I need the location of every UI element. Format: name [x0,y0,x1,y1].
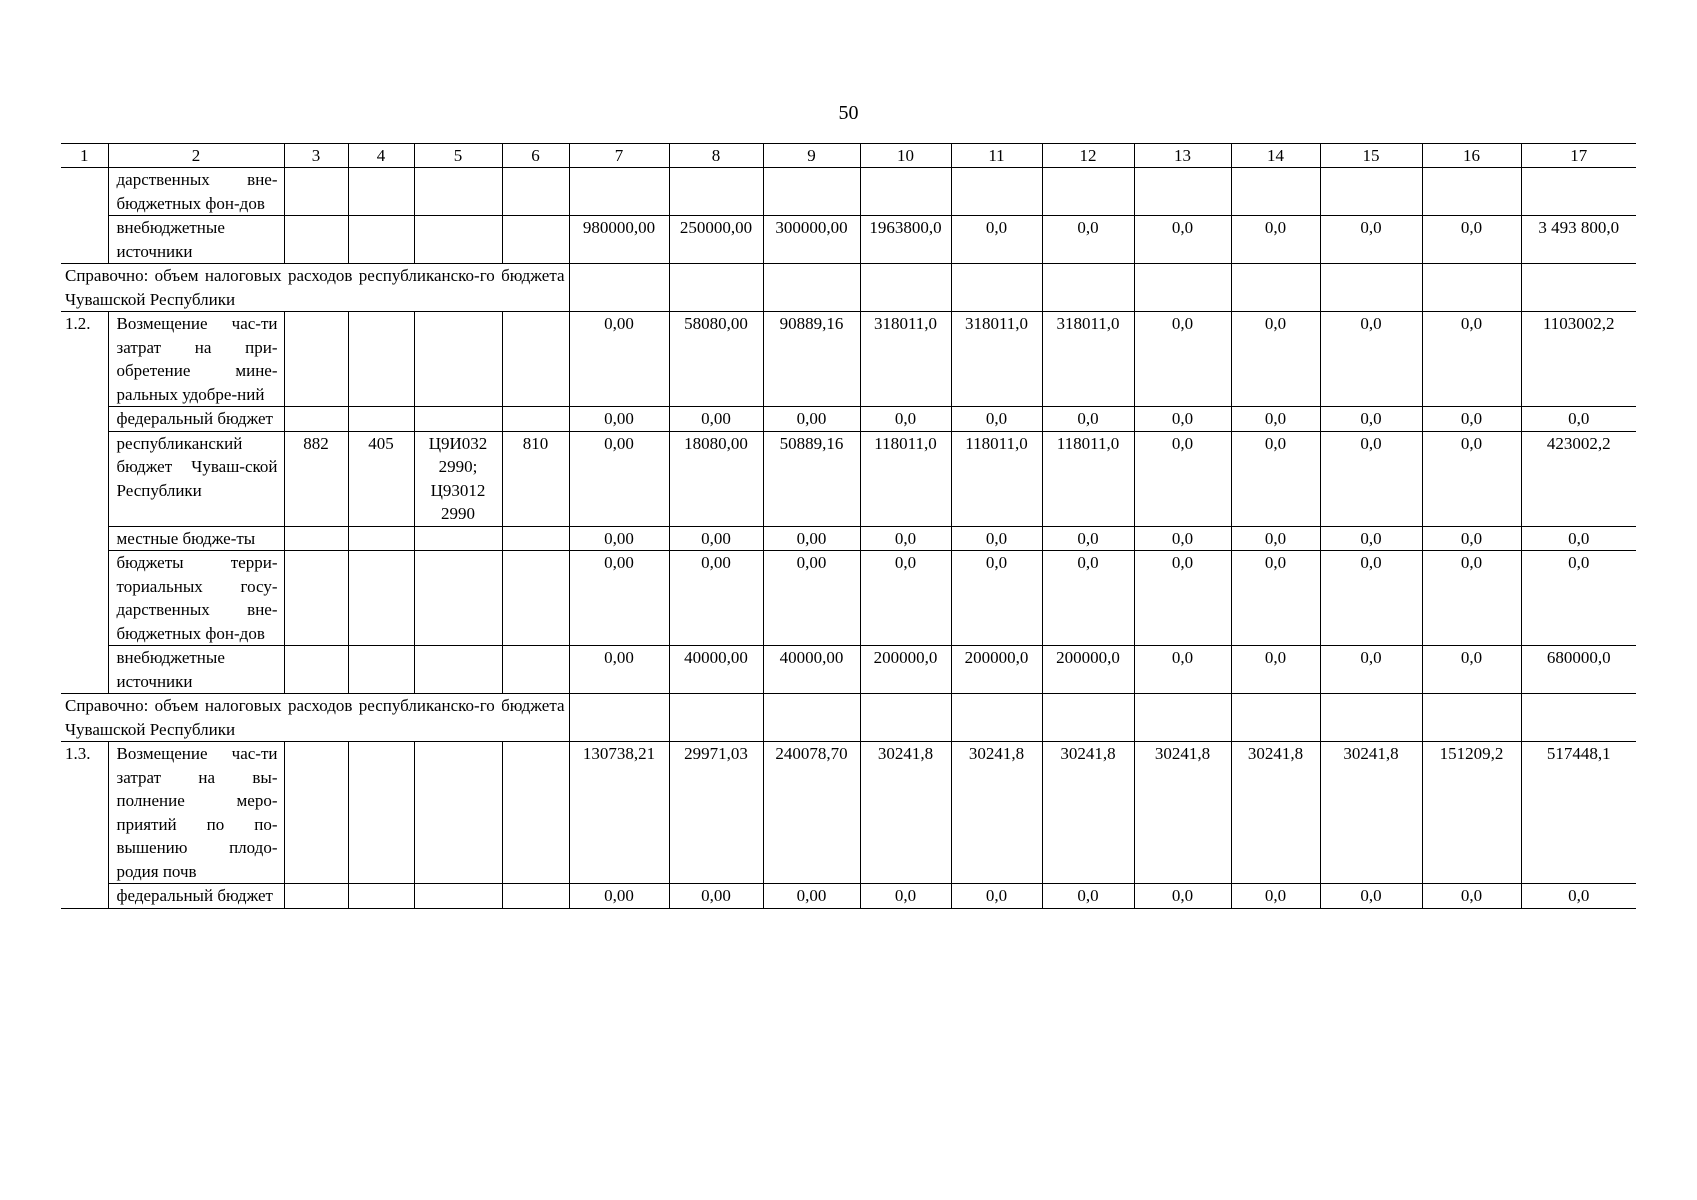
reference-row [61,694,1636,742]
row-description: внебюджетные источники [108,216,284,264]
cell-col-11: 200000,0 [951,646,1042,694]
cell-col-3 [284,526,348,551]
cell-col-15: 0,0 [1320,526,1422,551]
cell-col-14: 0,0 [1231,312,1320,407]
header-cell-1: 1 [61,144,108,168]
cell-col-16 [1422,264,1521,312]
budget-table [61,143,1636,909]
cell-col-15 [1320,264,1422,312]
header-cell-3: 3 [284,144,348,168]
cell-col-12 [1042,168,1134,216]
row-description: бюджеты терри-ториальных госу-дарственных вне-бюджетных фон-дов [108,551,284,646]
header-cell-15: 15 [1320,144,1422,168]
cell-col-12 [1042,264,1134,312]
cell-col-10: 118011,0 [860,431,951,526]
cell-col-4 [348,312,414,407]
cell-col-11 [951,694,1042,742]
cell-col-8: 29971,03 [669,742,763,884]
cell-col-4 [348,407,414,432]
cell-col-5: Ц9И032 2990; Ц93012 2990 [414,431,502,526]
cell-col-11: 118011,0 [951,431,1042,526]
cell-col-16: 0,0 [1422,312,1521,407]
cell-col-9 [763,694,860,742]
cell-col-3: 882 [284,431,348,526]
cell-col-7: 130738,21 [569,742,669,884]
cell-col-16: 0,0 [1422,216,1521,264]
cell-col-7: 0,00 [569,312,669,407]
cell-col-10: 0,0 [860,407,951,432]
cell-col-10 [860,168,951,216]
cell-col-10: 0,0 [860,551,951,646]
cell-col-6 [502,168,569,216]
cell-col-4: 405 [348,431,414,526]
cell-col-12: 318011,0 [1042,312,1134,407]
table-row [61,431,1636,526]
cell-col-7: 980000,00 [569,216,669,264]
cell-col-11: 0,0 [951,216,1042,264]
cell-col-6 [502,526,569,551]
cell-col-3 [284,884,348,909]
cell-col-17 [1521,264,1636,312]
cell-col-17 [1521,694,1636,742]
cell-col-8: 0,00 [669,884,763,909]
cell-col-12: 118011,0 [1042,431,1134,526]
header-cell-16: 16 [1422,144,1521,168]
cell-col-14 [1231,694,1320,742]
cell-col-14: 0,0 [1231,431,1320,526]
table-row [61,646,1636,694]
cell-col-15: 0,0 [1320,431,1422,526]
cell-col-5 [414,646,502,694]
cell-col-14: 0,0 [1231,884,1320,909]
cell-col-8: 58080,00 [669,312,763,407]
header-cell-9: 9 [763,144,860,168]
cell-col-15: 0,0 [1320,407,1422,432]
header-cell-5: 5 [414,144,502,168]
cell-col-16: 0,0 [1422,526,1521,551]
cell-col-7: 0,00 [569,431,669,526]
table-row [61,168,1636,216]
cell-col-9: 0,00 [763,526,860,551]
cell-col-7 [569,694,669,742]
cell-col-10: 1963800,0 [860,216,951,264]
header-cell-13: 13 [1134,144,1231,168]
row-description: внебюджетные источники [108,646,284,694]
cell-col-12: 0,0 [1042,526,1134,551]
cell-col-15: 0,0 [1320,884,1422,909]
cell-col-9: 0,00 [763,884,860,909]
cell-col-7 [569,168,669,216]
cell-col-17: 1103002,2 [1521,312,1636,407]
cell-col-6 [502,312,569,407]
header-cell-10: 10 [860,144,951,168]
header-cell-11: 11 [951,144,1042,168]
cell-col-14: 0,0 [1231,407,1320,432]
cell-col-17: 0,0 [1521,407,1636,432]
cell-col-11: 0,0 [951,551,1042,646]
cell-col-5 [414,526,502,551]
cell-col-16: 151209,2 [1422,742,1521,884]
cell-col-17: 3 493 800,0 [1521,216,1636,264]
row-description: федеральный бюджет [108,884,284,909]
cell-col-12: 30241,8 [1042,742,1134,884]
cell-col-14 [1231,264,1320,312]
cell-col-4 [348,646,414,694]
cell-col-11: 318011,0 [951,312,1042,407]
cell-col-4 [348,884,414,909]
cell-col-3 [284,646,348,694]
cell-col-15: 0,0 [1320,646,1422,694]
cell-col-13: 0,0 [1134,407,1231,432]
cell-col-14 [1231,168,1320,216]
table-row [61,884,1636,909]
cell-col-9: 90889,16 [763,312,860,407]
cell-col-13 [1134,168,1231,216]
cell-col-10: 0,0 [860,884,951,909]
row-description: дарственных вне-бюджетных фон-дов [108,168,284,216]
cell-col-17: 517448,1 [1521,742,1636,884]
cell-col-11: 0,0 [951,407,1042,432]
header-cell-17: 17 [1521,144,1636,168]
cell-col-15 [1320,168,1422,216]
reference-row [61,264,1636,312]
row-description: федеральный бюджет [108,407,284,432]
cell-col-15: 0,0 [1320,216,1422,264]
cell-col-14: 0,0 [1231,646,1320,694]
cell-col-12: 0,0 [1042,551,1134,646]
cell-col-10: 30241,8 [860,742,951,884]
cell-col-11 [951,168,1042,216]
cell-col-14: 0,0 [1231,551,1320,646]
cell-col-4 [348,526,414,551]
cell-col-9: 50889,16 [763,431,860,526]
cell-col-15: 0,0 [1320,312,1422,407]
row-number: 1.2. [61,312,108,694]
cell-col-16: 0,0 [1422,431,1521,526]
cell-col-11: 30241,8 [951,742,1042,884]
cell-col-6 [502,407,569,432]
cell-col-10: 0,0 [860,526,951,551]
cell-col-12: 0,0 [1042,407,1134,432]
header-cell-2: 2 [108,144,284,168]
cell-col-17: 0,0 [1521,526,1636,551]
cell-col-7: 0,00 [569,646,669,694]
cell-col-13: 30241,8 [1134,742,1231,884]
row-number: 1.3. [61,742,108,909]
cell-col-12: 0,0 [1042,216,1134,264]
cell-col-17: 0,0 [1521,551,1636,646]
cell-col-4 [348,168,414,216]
cell-col-13: 0,0 [1134,551,1231,646]
cell-col-10: 200000,0 [860,646,951,694]
cell-col-6 [502,884,569,909]
cell-col-9: 0,00 [763,407,860,432]
cell-col-12 [1042,694,1134,742]
cell-col-8 [669,694,763,742]
cell-col-14: 0,0 [1231,526,1320,551]
cell-col-9 [763,168,860,216]
cell-col-8: 40000,00 [669,646,763,694]
table-row [61,216,1636,264]
cell-col-5 [414,551,502,646]
header-row [61,144,1636,168]
cell-col-9: 0,00 [763,551,860,646]
cell-col-10 [860,694,951,742]
cell-col-3 [284,742,348,884]
cell-col-15 [1320,694,1422,742]
cell-col-13: 0,0 [1134,431,1231,526]
cell-col-10: 318011,0 [860,312,951,407]
cell-col-5 [414,407,502,432]
cell-col-16: 0,0 [1422,407,1521,432]
page-number: 50 [838,102,859,124]
cell-col-7: 0,00 [569,407,669,432]
cell-col-14: 0,0 [1231,216,1320,264]
cell-col-8 [669,168,763,216]
header-cell-12: 12 [1042,144,1134,168]
cell-col-9: 300000,00 [763,216,860,264]
cell-col-13 [1134,694,1231,742]
cell-col-13: 0,0 [1134,312,1231,407]
header-cell-6: 6 [502,144,569,168]
cell-col-7: 0,00 [569,884,669,909]
cell-col-11: 0,0 [951,526,1042,551]
header-cell-7: 7 [569,144,669,168]
cell-col-13: 0,0 [1134,646,1231,694]
cell-col-4 [348,742,414,884]
cell-col-14: 30241,8 [1231,742,1320,884]
cell-col-4 [348,551,414,646]
cell-col-6 [502,646,569,694]
cell-col-3 [284,216,348,264]
row-description: Возмещение час-ти затрат на при-обретение мине-ральных удобре-ний [108,312,284,407]
table-row [61,551,1636,646]
table-row [61,407,1636,432]
cell-col-15: 0,0 [1320,551,1422,646]
cell-col-13: 0,0 [1134,884,1231,909]
cell-col-5 [414,216,502,264]
cell-col-13: 0,0 [1134,526,1231,551]
cell-col-6 [502,216,569,264]
cell-col-9: 240078,70 [763,742,860,884]
cell-col-8: 0,00 [669,407,763,432]
table-row [61,526,1636,551]
cell-col-17: 0,0 [1521,884,1636,909]
cell-col-7 [569,264,669,312]
cell-col-3 [284,407,348,432]
cell-col-6 [502,551,569,646]
cell-col-4 [348,216,414,264]
table-row [61,742,1636,884]
cell-col-17: 680000,0 [1521,646,1636,694]
cell-col-16 [1422,694,1521,742]
cell-col-8: 250000,00 [669,216,763,264]
cell-col-8: 0,00 [669,526,763,551]
cell-col-11 [951,264,1042,312]
cell-col-16 [1422,168,1521,216]
cell-col-17: 423002,2 [1521,431,1636,526]
cell-col-13: 0,0 [1134,216,1231,264]
cell-col-8 [669,264,763,312]
header-cell-8: 8 [669,144,763,168]
reference-text: Справочно: объем налоговых расходов республиканско-го бюджета Чувашской Республики [61,264,569,312]
header-cell-14: 14 [1231,144,1320,168]
cell-col-3 [284,168,348,216]
header-cell-4: 4 [348,144,414,168]
cell-col-17 [1521,168,1636,216]
cell-col-11: 0,0 [951,884,1042,909]
cell-col-8: 0,00 [669,551,763,646]
cell-col-10 [860,264,951,312]
cell-col-6: 810 [502,431,569,526]
reference-text: Справочно: объем налоговых расходов республиканско-го бюджета Чувашской Республики [61,694,569,742]
table-row [61,312,1636,407]
cell-col-15: 30241,8 [1320,742,1422,884]
cell-col-9: 40000,00 [763,646,860,694]
row-description: республиканский бюджет Чуваш-ской Республики [108,431,284,526]
cell-col-7: 0,00 [569,551,669,646]
row-description: местные бюдже-ты [108,526,284,551]
cell-col-13 [1134,264,1231,312]
cell-col-6 [502,742,569,884]
cell-col-12: 0,0 [1042,884,1134,909]
table-body [61,144,1636,909]
cell-col-7: 0,00 [569,526,669,551]
cell-col-3 [284,312,348,407]
cell-col-8: 18080,00 [669,431,763,526]
cell-col-16: 0,0 [1422,646,1521,694]
row-number [61,168,108,264]
cell-col-5 [414,742,502,884]
cell-col-5 [414,168,502,216]
row-description: Возмещение час-ти затрат на вы-полнение меро-приятий по по-вышению плодо-родия почв [108,742,284,884]
cell-col-9 [763,264,860,312]
cell-col-5 [414,312,502,407]
cell-col-12: 200000,0 [1042,646,1134,694]
cell-col-5 [414,884,502,909]
cell-col-3 [284,551,348,646]
cell-col-16: 0,0 [1422,884,1521,909]
cell-col-16: 0,0 [1422,551,1521,646]
